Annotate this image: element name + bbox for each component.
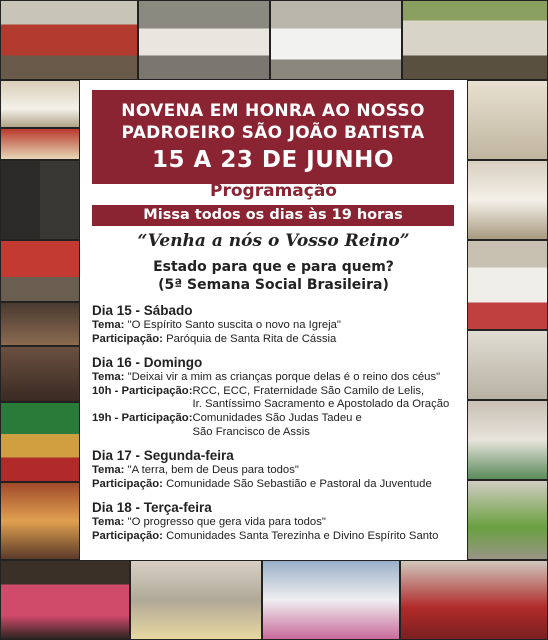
- participacao-10h-line-2: Ir. Santíssimo Sacramento e Apostolado da Oração: [192, 398, 450, 411]
- tema-text: "Deixai vir a mim as crianças porque delas é o reino dos céus": [124, 371, 441, 384]
- subtitle: [80, 258, 467, 294]
- day-16: [92, 354, 464, 439]
- poster-panel: [80, 80, 467, 560]
- participacao-10h-text: [192, 385, 449, 412]
- participacao-10h-line-1: RCC, ECC, Fraternidade São Camilo de Lelis,: [192, 384, 425, 397]
- participacao-label: Participação:: [92, 332, 163, 345]
- photo-hall-crowd: [0, 482, 80, 560]
- photo-statue-procession: [262, 560, 400, 640]
- tema-text: "O Espírito Santo suscita o novo na Igreja": [124, 319, 341, 331]
- photo-altar: [0, 128, 80, 160]
- participacao-19h-text: [192, 412, 361, 439]
- subtitle-line-2: (5ª Semana Social Brasileira): [158, 277, 389, 293]
- day-18: [92, 499, 464, 543]
- photo-dancers: [0, 402, 80, 482]
- programacao-heading: Programação: [210, 181, 337, 201]
- participacao-19h-line-2: São Francisco de Assis: [192, 425, 310, 438]
- photo-nave: [400, 560, 548, 640]
- participacao-text: Comunidade São Sebastião e Pastoral da Juventude: [162, 477, 432, 490]
- tema-label: Tema:: [92, 516, 125, 529]
- photo-crowd: [0, 302, 80, 346]
- participacao-label: Participação:: [92, 477, 163, 490]
- photo-mass: [467, 160, 548, 240]
- day-tema: [92, 464, 464, 478]
- participacao-label: Participação:: [92, 529, 163, 542]
- photo-group-white: [270, 0, 402, 80]
- subtitle-line-1: Estado para que e para quem?: [153, 259, 394, 275]
- tema-text: "A terra, bem de Deus para todos": [124, 464, 299, 477]
- photo-chapel: [467, 80, 548, 160]
- day-15: [92, 302, 464, 346]
- photo-serving-food: [130, 560, 262, 640]
- participacao-text: Comunidades Santa Terezinha e Divino Espírito Santo: [162, 529, 439, 542]
- day-tema: [92, 516, 464, 530]
- tema-label: Tema:: [92, 371, 125, 384]
- day-heading: Dia 16 - Domingo: [92, 355, 203, 371]
- photo-women-group: [467, 240, 548, 330]
- schedule: [92, 302, 464, 552]
- title-line-1: NOVENA EM HONRA AO NOSSO: [121, 101, 425, 121]
- photo-priest: [0, 80, 80, 128]
- tema-label: Tema:: [92, 319, 125, 331]
- photo-choir-red: [0, 0, 138, 80]
- photo-green-shirt: [467, 480, 548, 560]
- photo-men-books: [0, 160, 80, 240]
- tema-text: "O progresso que gera vida para todos": [124, 516, 326, 529]
- photo-girls-pink: [0, 560, 130, 640]
- photo-church-interior: [467, 330, 548, 400]
- day-17: [92, 447, 464, 491]
- tema-label: Tema:: [92, 464, 125, 477]
- date-range: 15 A 23 DE JUNHO: [152, 147, 394, 173]
- day-participacao: [92, 333, 464, 347]
- participacao-19h-line-1: Comunidades São Judas Tadeu e: [192, 411, 362, 424]
- participacao-10h: [92, 385, 464, 412]
- motto: “Venha a nós o Vosso Reino”: [137, 231, 410, 251]
- day-heading: Dia 18 - Terça-feira: [92, 500, 212, 516]
- title-banner: [92, 90, 454, 184]
- photo-outdoor-food: [402, 0, 548, 80]
- participacao-19h-label: 19h - Participação:: [92, 411, 193, 424]
- photo-audience: [0, 346, 80, 402]
- photo-cross-altar: [467, 400, 548, 480]
- day-tema: [92, 371, 464, 385]
- photo-youth-red: [0, 240, 80, 302]
- missa-banner: Missa todos os dias às 19 horas: [92, 205, 454, 226]
- day-heading: Dia 15 - Sábado: [92, 303, 193, 318]
- day-heading: Dia 17 - Segunda-feira: [92, 448, 234, 464]
- day-tema: [92, 319, 464, 333]
- participacao-text: Paróquia de Santa Rita de Cássia: [162, 332, 337, 345]
- photo-congregation: [138, 0, 270, 80]
- day-participacao: [92, 478, 464, 492]
- participacao-10h-label: 10h - Participação:: [92, 384, 193, 397]
- day-participacao: [92, 530, 464, 544]
- title-line-2: PADROEIRO SÃO JOÃO BATISTA: [121, 123, 425, 143]
- participacao-19h: [92, 412, 464, 439]
